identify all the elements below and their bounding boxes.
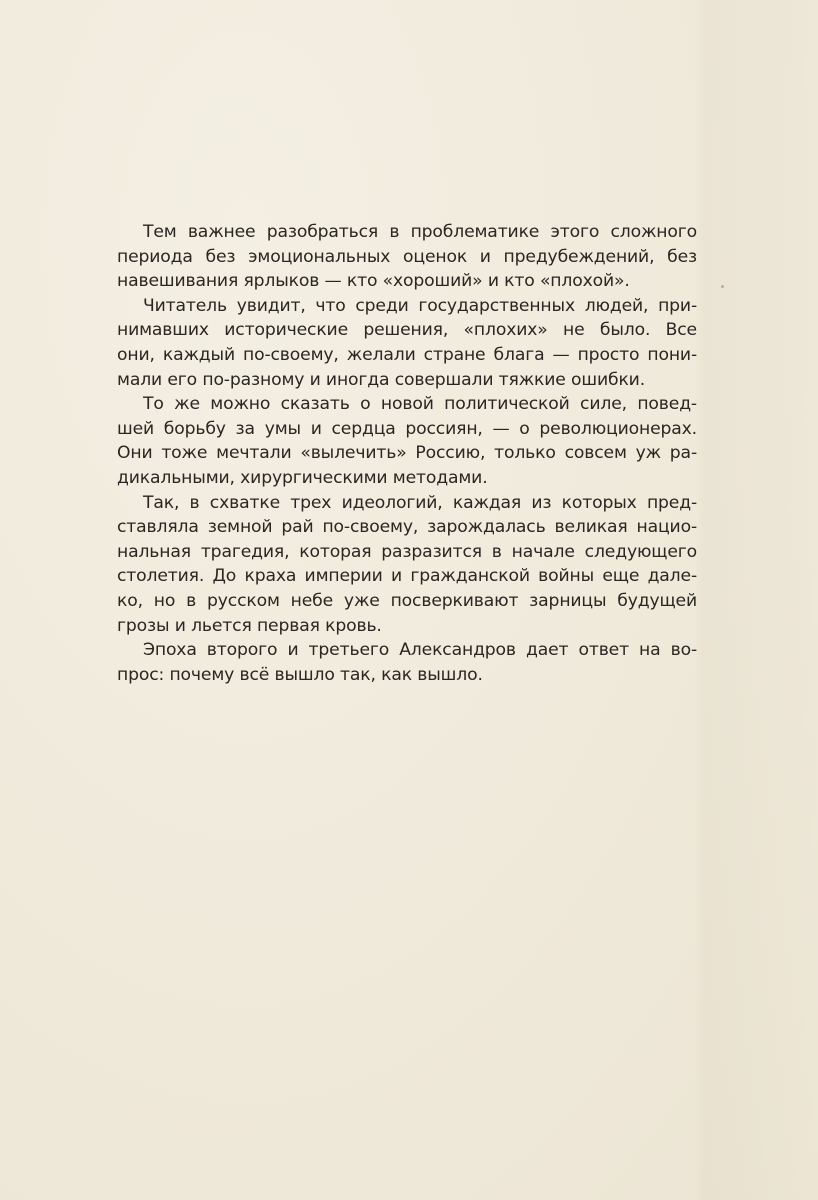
paper-speck (721, 285, 724, 288)
text-line: периода без эмоциональных оценок и предубеждений, без (117, 246, 697, 267)
text-line: нимавших исторические решения, «плохих» не было. Все (117, 320, 697, 341)
paragraph-3 (117, 392, 697, 490)
text-line: прос: почему всё вышло так, как вышло. (117, 664, 483, 685)
text-line: дикальными, хирургическими методами. (117, 467, 488, 488)
text-line: мали его по-разному и иногда совершали тяжкие ошибки. (117, 369, 646, 390)
text-line: ко, но в русском небе уже посверкивают зарницы будущей (117, 590, 697, 611)
text-line: Так, в схватке трех идеологий, каждая из которых пред- (143, 492, 697, 513)
text-line: столетия. До краха империи и гражданской войны еще дале- (117, 566, 697, 587)
body-text (117, 220, 697, 687)
text-line: навешивания ярлыков — кто «хороший» и кто «плохой». (117, 271, 630, 292)
text-line: грозы и льется первая кровь. (117, 615, 382, 636)
text-line: Читатель увидит, что среди государственных людей, при- (143, 295, 697, 316)
text-line: нальная трагедия, которая разразится в начале следующего (117, 541, 697, 562)
text-line: Тем важнее разобраться в проблематике этого сложного (143, 222, 697, 242)
text-line: Эпоха второго и третьего Александров дает ответ на во- (143, 640, 697, 661)
text-line: То же можно сказать о новой политической силе, повед- (143, 394, 697, 415)
paragraph-2 (117, 294, 697, 392)
text-line: ставляла земной рай по-своему, зарождалась великая нацио- (117, 517, 697, 538)
paragraph-4 (117, 491, 697, 639)
paragraph-1 (117, 220, 697, 294)
text-line: шей борьбу за умы и сердца россиян, — о революционерах. (117, 418, 697, 439)
text-line: Они тоже мечтали «вылечить» Россию, только совсем уж ра- (117, 443, 697, 464)
text-line: они, каждый по-своему, желали стране блага — просто пони- (117, 344, 697, 365)
paragraph-5 (117, 638, 697, 687)
